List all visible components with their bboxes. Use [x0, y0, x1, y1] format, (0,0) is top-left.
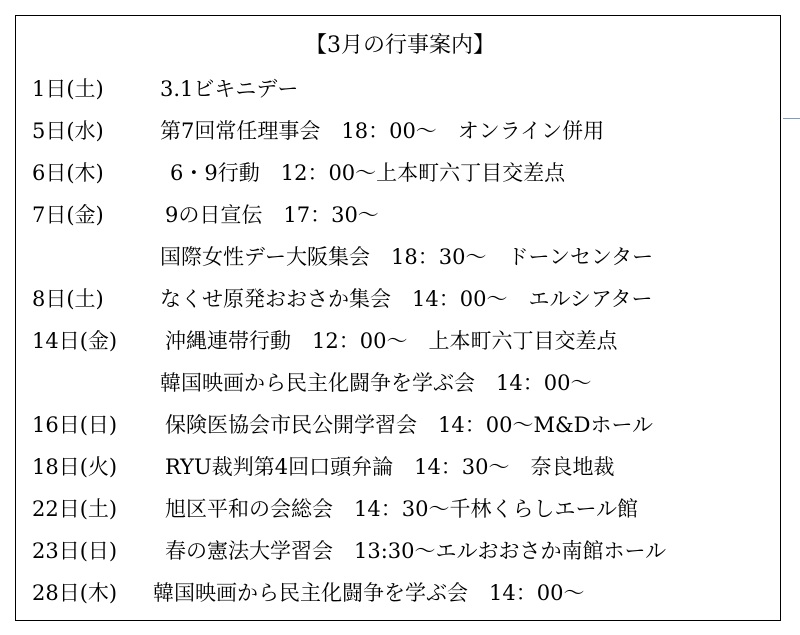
event-row: [0, 367, 800, 399]
event-row: [0, 73, 800, 105]
event-description: 9の日宣伝 17：30～: [165, 203, 379, 227]
event-description: 韓国映画から民主化闘争を学ぶ会 14：00～: [160, 371, 592, 395]
event-description: 沖縄連帯行動 12：00～ 上本町六丁目交差点: [165, 329, 618, 353]
event-date: 7日(金): [32, 203, 104, 227]
event-row: [0, 241, 800, 273]
event-description: 第7回常任理事会 18：00～ オンライン併用: [160, 119, 605, 143]
event-row: [0, 325, 800, 357]
event-row: [0, 493, 800, 525]
event-date: 16日(日): [32, 413, 118, 437]
event-row: [0, 199, 800, 231]
event-description: RYU裁判第4回口頭弁論 14：30～ 奈良地裁: [165, 455, 615, 479]
notice-title: 【3月の行事案内】: [305, 33, 495, 58]
event-description: 春の憲法大学習会 13:30～エルおおさか南館ホール: [165, 539, 667, 563]
event-date: 28日(木): [32, 581, 118, 605]
event-date: 6日(木): [32, 161, 104, 185]
event-date: 8日(土): [32, 287, 104, 311]
event-date: 1日(土): [32, 77, 104, 101]
event-description: 3.1ビキニデー: [160, 77, 299, 101]
event-description: 旭区平和の会総会 14：30～千林くらしエール館: [165, 497, 639, 521]
event-date: 23日(日): [32, 539, 118, 563]
event-row: [0, 535, 800, 567]
notice-box: [15, 15, 781, 621]
event-date: 22日(土): [32, 497, 118, 521]
event-row: [0, 451, 800, 483]
event-date: 14日(金): [32, 329, 118, 353]
event-description: なくせ原発おおさか集会 14：00～ エルシアター: [160, 287, 653, 311]
event-row: [0, 157, 800, 189]
event-description: 保険医協会市民公開学習会 14：00～M&Dホール: [165, 413, 654, 437]
event-description: 国際女性デー大阪集会 18：30～ ドーンセンター: [160, 245, 654, 269]
event-row: [0, 283, 800, 315]
event-date: 18日(火): [32, 455, 118, 479]
event-description: 韓国映画から民主化闘争を学ぶ会 14：00～: [153, 581, 585, 605]
event-row: [0, 115, 800, 147]
event-row: [0, 577, 800, 609]
event-description: 6・9行動 12：00～上本町六丁目交差点: [170, 161, 566, 185]
event-date: 5日(水): [32, 119, 104, 143]
event-row: [0, 409, 800, 441]
